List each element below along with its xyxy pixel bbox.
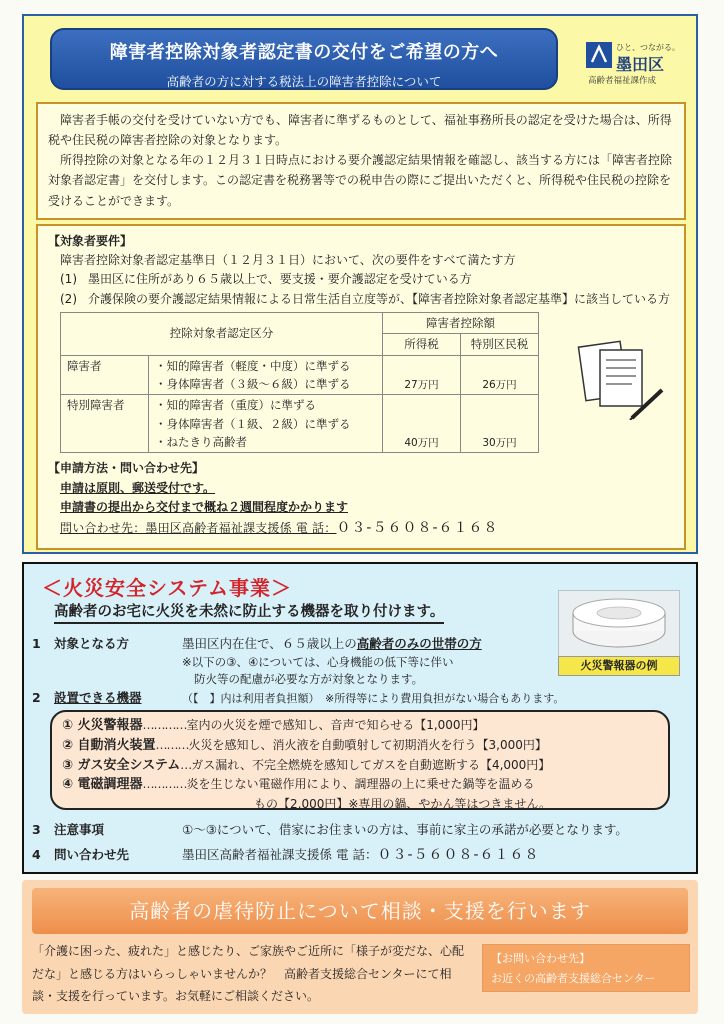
requirement-text: 介護保険の要介護認定結果情報による日常生活自立度等が、【障害者控除対象者認定基準】に該当している方 <box>88 291 671 306</box>
requirement-item <box>48 270 674 289</box>
requirements-box <box>36 224 686 550</box>
fire-target-note <box>182 654 454 687</box>
table-cell-category: 特別障害者 <box>61 395 149 453</box>
note-line: ※以下の③、④については、心身機能の低下等に伴い <box>182 655 454 669</box>
sumida-logo-icon <box>586 42 612 68</box>
device-dots: … <box>180 757 192 772</box>
table-cell-category: 障害者 <box>61 355 149 395</box>
intro-paragraph-2: 所得控除の対象となる年の１２月３１日時点における要介護認定結果情報を確認し、該当する方には「障害者控除対象者認定書」を交付します。この認定書を税務署等での税申告の際にご提出いただくと、所得税や住民税の控除を受けることができます。 <box>48 153 673 208</box>
fire-safety-section <box>22 562 698 874</box>
device-desc-cont: もの【2,000円】※専用の鍋、やかん等はつきません。 <box>254 797 552 811</box>
notice-subtitle: 高齢者の方に対する税法上の障害者控除について <box>166 74 442 89</box>
table-header-category: 控除対象者認定区分 <box>61 312 383 355</box>
requirement-num: (2) <box>60 291 77 306</box>
device-desc: ガス漏れ、不完全燃焼を感知してガスを自動遮断する【4,000円】 <box>191 757 551 772</box>
intro-box <box>36 102 686 220</box>
fire-title: ＜火災安全システム事業＞ <box>42 576 292 600</box>
notice-banner <box>50 28 558 90</box>
device-dots: ……… <box>155 737 189 752</box>
item-text: 墨田区内在住で、６５歳以上の <box>182 636 357 651</box>
apply-heading: 【申請方法・問い合わせ先】 <box>48 461 205 476</box>
table-header-income: 所得税 <box>383 334 461 355</box>
device-item <box>62 775 658 795</box>
table-row <box>61 355 539 395</box>
abuse-contact-box <box>482 944 690 992</box>
item-note: 【 】内は利用者負担額） ※所得等により費用負担がない場合もあります。 <box>193 692 565 705</box>
table-cell-resident: 26万円 <box>461 355 539 395</box>
documents-pen-icon <box>576 340 668 420</box>
deduction-table <box>60 312 539 454</box>
fire-subtitle: 高齢者のお宅に火災を未然に防止する機器を取り付けます。 <box>54 600 444 624</box>
item-text: ①〜③について、借家にお住まいの方は、事前に家主の承諾が必要となります。 <box>182 822 628 837</box>
fire-item-target <box>32 634 482 652</box>
note-line: 防火等の配慮が必要な方が対象となります。 <box>194 671 424 686</box>
table-cell-resident: 30万円 <box>461 395 539 453</box>
logo-tagline: ひと、つながる。 <box>616 43 680 52</box>
item-num: 1 <box>32 636 41 651</box>
desc-line: ・知的障害者（重度）に準ずる <box>155 398 316 413</box>
devices-box <box>50 710 670 810</box>
item-label: 設置できる機器 <box>54 690 142 705</box>
device-name: ④ 電磁調理器 <box>62 777 143 793</box>
table-cell-desc <box>149 395 383 453</box>
device-dots: ………… <box>142 718 187 732</box>
item-text: 墨田区高齢者福祉課支援係 電 話： <box>182 847 378 862</box>
apply-line-2: 申請書の提出から交付まで概ね２週間程度かかります <box>60 499 349 514</box>
apply-line-1: 申請は原則、郵送受付です。 <box>60 480 216 495</box>
item-label: 注意事項 <box>54 822 105 837</box>
requirement-text: 墨田区に住所があり６５歳以上で、要支援・要介護認定を受けている方 <box>88 272 472 287</box>
desc-line: ・身体障害者（１級、２級）に準ずる <box>155 416 351 431</box>
apply-contact-tel: ０３-５６０８-６１６８ <box>336 520 499 537</box>
device-desc: 室内の火災を煙で感知し、音声で知らせる【1,000円】 <box>186 718 485 732</box>
device-desc: 火災を感知し、消火液を自動噴射して初期消火を行う【3,000円】 <box>188 737 547 752</box>
fire-item-notes <box>32 820 628 838</box>
table-cell-income: 40万円 <box>383 395 461 453</box>
table-cell-desc <box>149 355 383 395</box>
device-name: ① 火災警報器 <box>62 718 143 733</box>
item-num: 4 <box>32 847 41 862</box>
abuse-title: 高齢者の虐待防止について相談・支援を行います <box>32 888 688 934</box>
intro-paragraph-1: 障害者手帳の交付を受けていない方でも、障害者に準ずるものとして、福祉事務所長の認定を受けた場合は、所得税や住民税の障害者控除の対象となります。 <box>48 113 672 148</box>
requirement-num: (1) <box>60 272 77 287</box>
fire-item-devices <box>32 688 564 706</box>
logo-name: 墨田区 <box>616 55 665 74</box>
device-name: ③ ガス安全システム <box>62 757 181 773</box>
abuse-text: 「介護に困った、疲れた」と感じたり、ご家族やご近所に「様子が変だな、心配だな」と感じる方はいらっしゃいませんか？ 高齢者支援総合センターにて相談・支援を行っています。お気軽にご相談ください。 <box>32 944 465 1004</box>
desc-line: ・ねたきり高齢者 <box>155 435 247 450</box>
disability-deduction-section <box>22 14 698 554</box>
apply-contact-label: 問い合わせ先：墨田区高齢者福祉課支援係 電 話： <box>60 521 337 536</box>
logo-dept: 高齢者福祉課作成 <box>588 76 657 86</box>
device-name: ② 自動消火装置 <box>62 737 156 753</box>
requirement-item <box>48 290 674 309</box>
requirements-heading: 【対象者要件】 <box>48 234 133 248</box>
apply-contact <box>48 517 674 539</box>
table-header-resident: 特別区民税 <box>461 334 539 355</box>
table-row <box>61 395 539 453</box>
item-emphasis: 高齢者のみの世帯の方 <box>356 636 482 651</box>
abuse-prevention-section <box>22 880 698 1014</box>
notice-title: 障害者控除対象者認定書の交付をご希望の方へ <box>109 42 499 63</box>
apply-info <box>48 459 674 539</box>
item-num: 2 <box>32 690 41 705</box>
device-dots: ………… <box>142 777 187 792</box>
sumida-logo <box>586 40 696 90</box>
table-cell-income: 27万円 <box>383 355 461 395</box>
alarm-caption: 火災警報器の例 <box>558 656 680 676</box>
requirements-lead: 障害者控除対象者認定基準日（１２月３１日）において、次の要件をすべて満たす方 <box>60 253 516 268</box>
item-paren: （ <box>182 692 193 705</box>
device-item <box>62 716 658 736</box>
item-num: 3 <box>32 822 41 837</box>
device-desc: 炎を生じない電磁作用により、調理器の上に乗せた鍋等を温める <box>186 777 535 792</box>
desc-line: ・身体障害者（３級〜６級）に準ずる <box>155 376 351 391</box>
abuse-contact-text: お近くの高齢者支援総合センター <box>491 971 656 985</box>
fire-item-contact <box>32 844 540 864</box>
device-item <box>62 736 658 756</box>
device-item <box>62 756 658 776</box>
contact-tel: ０３-５６０８-６１６８ <box>377 847 540 863</box>
item-label: 問い合わせ先 <box>54 847 130 862</box>
table-header-amount: 障害者控除額 <box>383 312 539 333</box>
desc-line: ・知的障害者（軽度・中度）に準ずる <box>155 358 351 373</box>
item-label: 対象となる方 <box>54 636 130 651</box>
abuse-contact-heading: 【お問い合わせ先】 <box>491 952 590 965</box>
